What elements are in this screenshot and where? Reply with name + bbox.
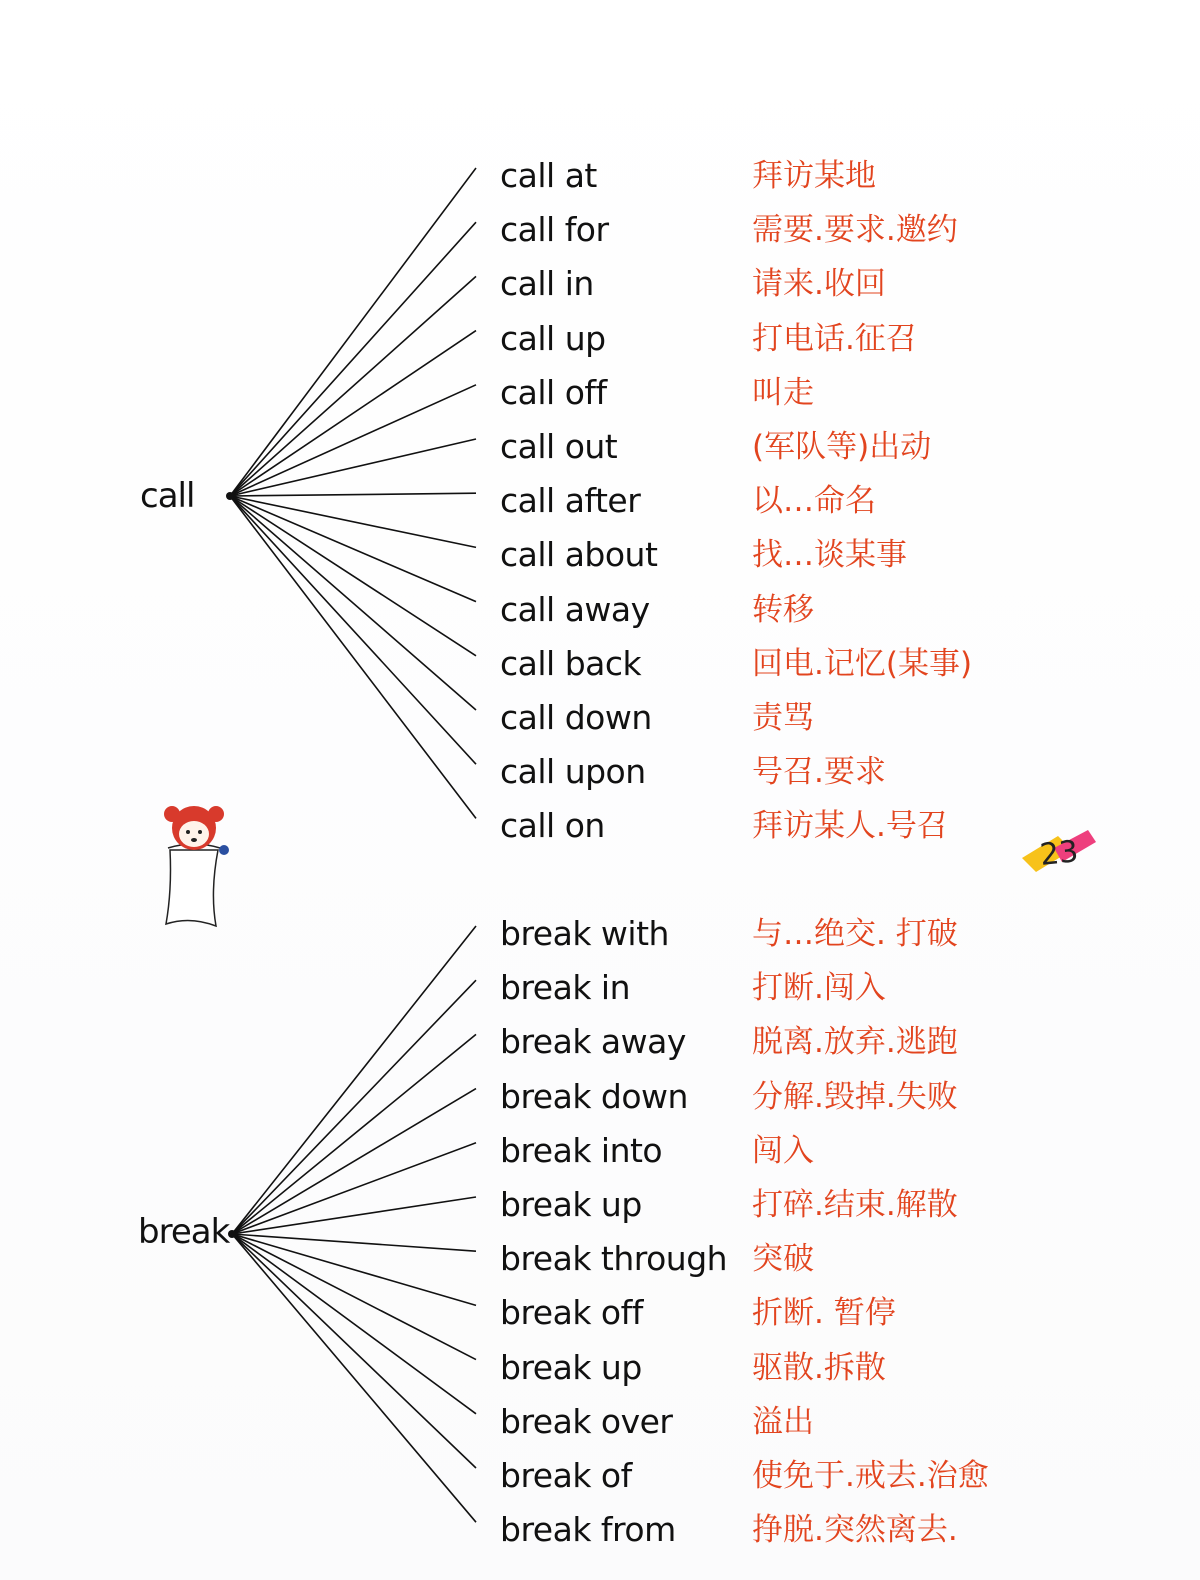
break-branch-line [232,1034,476,1234]
call-meaning: 拜访某人.号召 [752,808,948,845]
break-branch-line [232,1234,476,1251]
break-phrase: break over [500,1401,673,1441]
break-phrase: break into [500,1130,663,1170]
call-phrase: call back [500,643,642,683]
call-meaning: 找…谈某事 [752,537,907,574]
call-meaning: 责骂 [752,700,814,736]
call-meaning: 号召.要求 [752,754,886,791]
break-phrase: break down [500,1076,688,1116]
break-meaning: 闯入 [752,1132,814,1169]
call-meaning: (军队等)出动 [752,429,932,465]
call-meaning: 以…命名 [752,483,876,520]
break-meaning: 与…绝交. 打破 [752,916,958,952]
call-branch-line [230,496,476,818]
break-branch-line [232,980,476,1234]
call-meaning: 叫走 [752,374,814,411]
call-meaning: 拜访某地 [752,158,876,194]
call-phrase: call up [500,318,606,358]
call-branch-line [230,385,476,496]
break-meaning: 使免于.戒去.治愈 [752,1458,989,1494]
page-number: 23 [1038,834,1080,873]
call-meaning: 回电.记忆(某事) [752,645,973,682]
call-meaning: 转移 [752,591,814,628]
call-phrase: call out [500,427,618,466]
break-phrase: break of [500,1456,632,1495]
break-meaning: 挣脱.突然离去. [752,1512,958,1549]
break-meaning: 突破 [752,1241,814,1278]
break-meaning: 折断. 暂停 [752,1295,896,1332]
root-word-call: call [140,476,195,516]
call-branch-line [230,276,476,496]
bear-in-bag-icon [160,800,240,930]
break-meaning: 打断.闯入 [752,970,886,1007]
break-meaning: 分解.毁掉.失败 [752,1078,958,1115]
call-hub-dot [226,492,234,500]
break-phrase: break up [500,1185,642,1224]
call-meaning: 打电话.征召 [752,320,917,357]
call-branch-line [230,496,476,710]
call-branch-line [230,222,476,496]
break-phrase: break up [500,1347,642,1387]
call-phrase: call upon [500,752,646,792]
break-meaning: 打碎.结束.解散 [752,1187,958,1223]
break-branch-line [232,1234,476,1522]
call-branch-line [230,496,476,764]
call-phrase: call after [500,481,641,521]
call-phrase: call on [500,806,605,846]
break-phrase: break in [500,968,630,1008]
break-branch-line [232,1089,476,1234]
call-branch-line [230,496,476,547]
call-phrase: call off [500,372,607,412]
break-meaning: 溢出 [752,1403,814,1440]
call-phrase: call about [500,535,658,575]
break-phrase: break through [500,1239,728,1279]
call-branch-line [230,496,476,656]
break-branch-line [232,1234,476,1360]
break-phrase: break off [500,1293,643,1333]
break-meaning: 脱离.放弃.逃跑 [752,1024,958,1061]
break-branch-line [232,1234,476,1414]
call-phrase: call in [500,264,594,304]
call-meaning: 请来.收回 [752,266,886,303]
root-word-break: break [138,1212,230,1252]
call-phrase: call for [500,210,609,250]
break-phrase: break from [500,1510,676,1550]
call-branch-line [230,493,476,496]
call-meaning: 需要.要求.邀约 [752,212,958,249]
call-phrase: call down [500,698,652,737]
call-phrase: call at [500,156,597,195]
break-meaning: 驱散.拆散 [752,1349,886,1386]
break-branch-line [232,1197,476,1234]
call-phrase: call away [500,589,650,629]
call-branch-line [230,331,476,496]
call-branch-line [230,496,476,602]
break-phrase: break with [500,914,669,953]
break-phrase: break away [500,1022,686,1062]
